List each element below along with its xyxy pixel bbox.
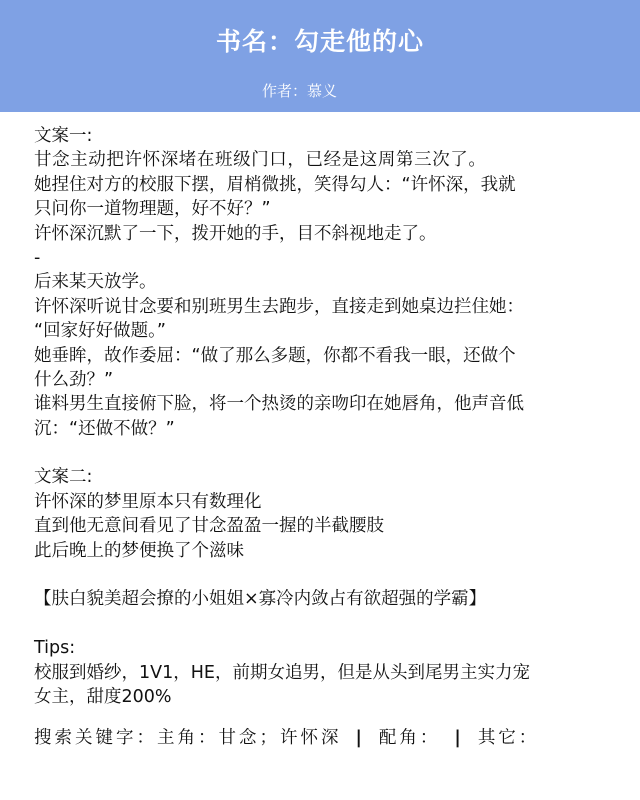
keywords-supporting: 配角： xyxy=(378,728,441,748)
text-line: 文案一: xyxy=(34,126,93,146)
text-line: 女主，甜度200% xyxy=(34,686,172,707)
text-line: 此后晚上的梦便换了个滋味 xyxy=(34,540,244,561)
separator: | xyxy=(454,728,464,748)
author-line: 作者：慕义 xyxy=(262,82,338,100)
separator: | xyxy=(355,728,365,748)
text-line: Tips: xyxy=(34,638,76,659)
text-line: “回家好好做题。” xyxy=(34,321,166,342)
text-line: 只问你一道物理题，好不好？” xyxy=(34,199,271,220)
search-keywords-row xyxy=(34,724,539,749)
keywords-main: 搜索关键字：主角：甘念；许怀深 xyxy=(34,728,342,748)
text-line: 许怀深的梦里原本只有数理化 xyxy=(34,491,262,512)
text-line: 她捏住对方的校服下摆，眉梢微挑，笑得勾人：“许怀深，我就 xyxy=(34,174,516,195)
text-line: 甘念主动把许怀深堵在班级门口，已经是这周第三次了。 xyxy=(34,150,487,171)
text-line: 后来某天放学。 xyxy=(34,272,157,293)
book-title: 书名：勾走他的心 xyxy=(215,27,424,56)
text-line: 校服到婚纱，1V1，HE，前期女追男，但是从头到尾男主实力宠 xyxy=(34,662,530,683)
text-line: - xyxy=(34,247,41,268)
header-banner xyxy=(0,0,640,112)
text-line: 什么劲？” xyxy=(34,369,114,390)
text-line: 许怀深沉默了一下，拨开她的手，目不斜视地走了。 xyxy=(34,223,437,244)
blank-line xyxy=(34,563,634,587)
blank-line xyxy=(34,612,634,636)
text-line: 她垂眸，故作委屈：“做了那么多题，你都不看我一眼，还做个 xyxy=(34,345,516,366)
tagline: 【肤白貌美超会撩的小姐姐×寡冷内敛占有欲超强的学霸】 xyxy=(34,589,487,610)
text-line: 许怀深听说甘念要和别班男生去跑步，直接走到她桌边拦住她： xyxy=(34,296,524,317)
keywords-other: 其它： xyxy=(477,728,540,748)
text-line: 文案二: xyxy=(34,467,93,488)
text-line: 直到他无意间看见了甘念盈盈一握的半截腰肢 xyxy=(34,516,384,537)
text-line: 谁料男生直接俯下脸，将一个热烫的亲吻印在她唇角，他声音低 xyxy=(34,394,524,415)
blank-line xyxy=(34,441,634,465)
text-line: 沉：“还做不做？” xyxy=(34,418,175,439)
synopsis-text xyxy=(34,124,634,709)
